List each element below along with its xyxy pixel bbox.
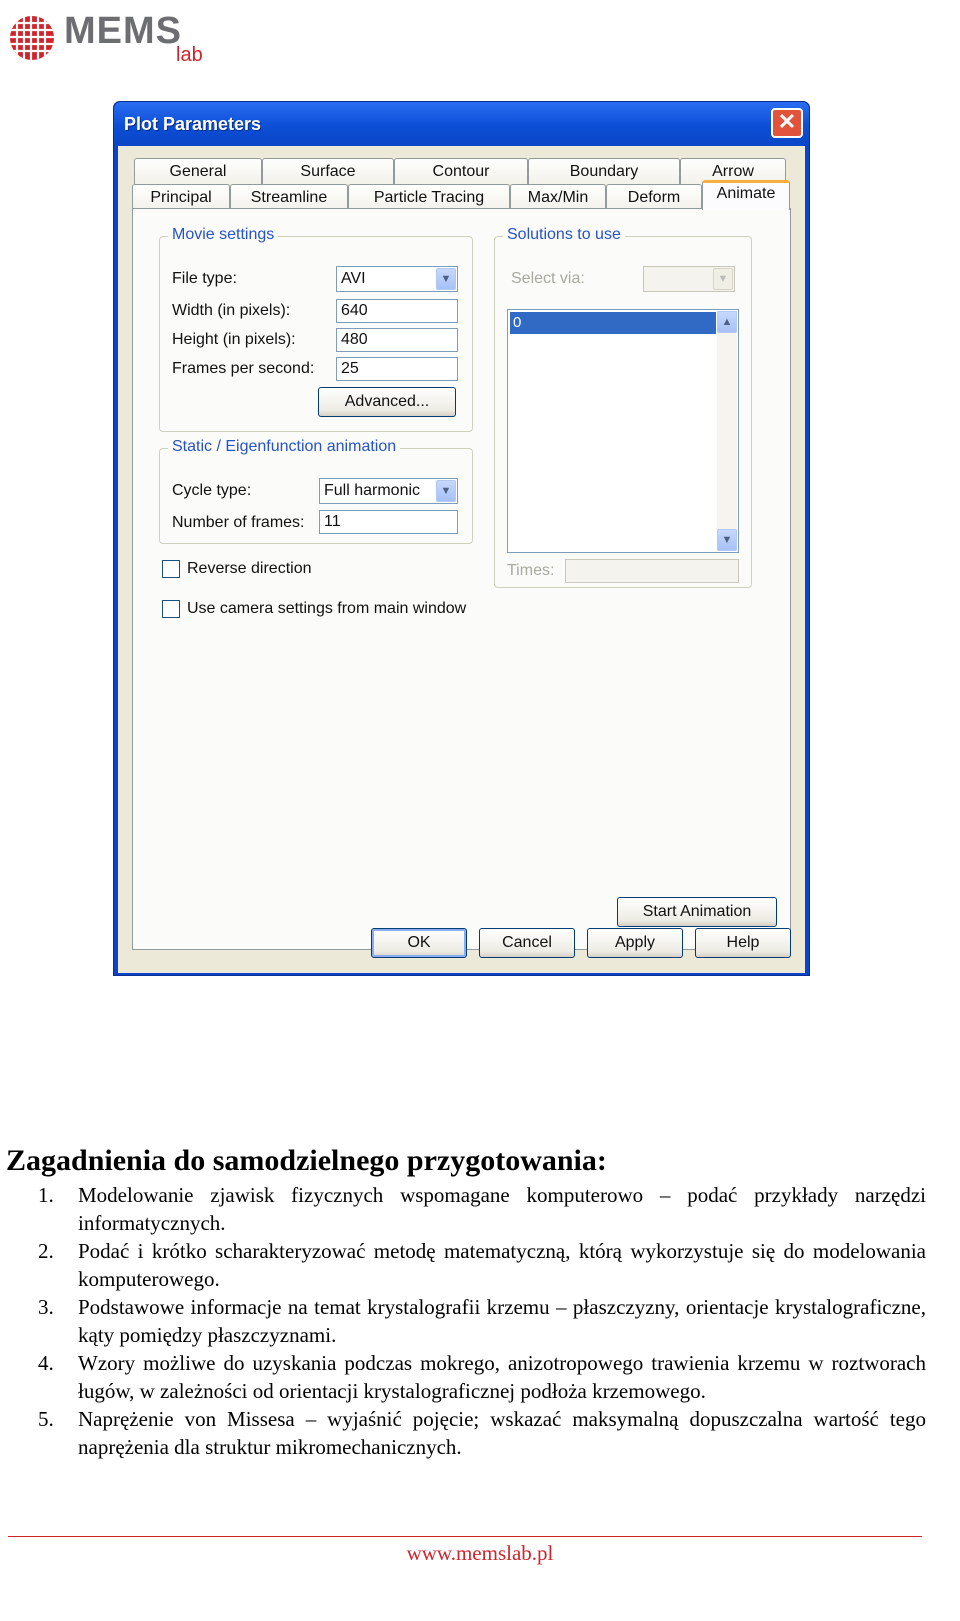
logo-subtext: lab (176, 44, 203, 66)
fps-label: Frames per second: (172, 360, 315, 377)
start-animation-button[interactable]: Start Animation (617, 897, 777, 927)
tab-animate[interactable]: Animate (702, 180, 790, 210)
list-item-number: 5. (38, 1407, 54, 1431)
select-via-select[interactable] (643, 266, 735, 292)
list-item[interactable]: 0 (510, 312, 716, 334)
list-item-number: 2. (38, 1239, 54, 1263)
times-field[interactable] (565, 559, 739, 583)
footer-divider (8, 1536, 922, 1537)
tab-arrow[interactable]: Arrow (680, 158, 786, 184)
tab-surface[interactable]: Surface (262, 158, 394, 184)
tab-boundary[interactable]: Boundary (528, 158, 680, 184)
list-item-text: Podstawowe informacje na temat krystalografii krzemu – płaszczyzny, orientacje krystalograficzne, kąty pomiędzy płaszczyznami. (78, 1295, 926, 1347)
logo-text: MEMS (64, 10, 182, 52)
grid-globe-icon (8, 14, 56, 62)
width-label: Width (in pixels): (172, 302, 291, 319)
times-label: Times: (507, 562, 555, 579)
dialog-titlebar[interactable] (114, 102, 809, 146)
fps-field[interactable]: 25 (336, 357, 458, 381)
apply-button[interactable]: Apply (587, 928, 683, 958)
tab-particle-tracing[interactable]: Particle Tracing (348, 184, 510, 210)
file-type-select[interactable] (336, 266, 458, 292)
dialog-title: Plot Parameters (124, 114, 262, 134)
dialog-client (118, 146, 805, 973)
ok-button[interactable]: OK (371, 928, 467, 958)
list-item-text: Podać i krótko scharakteryzować metodę matematyczną, którą wykorzystuje się do modelowania komputerowego. (78, 1239, 926, 1291)
tab-max-min[interactable]: Max/Min (510, 184, 606, 210)
solutions-group (494, 226, 752, 588)
plot-parameters-dialog (113, 101, 810, 976)
chevron-down-icon: ▼ (436, 268, 456, 290)
height-field[interactable]: 480 (336, 328, 458, 352)
listbox-scrollbar[interactable] (717, 311, 737, 551)
memslab-logo (8, 8, 208, 68)
question-list (38, 1181, 926, 1461)
cancel-button[interactable]: Cancel (479, 928, 575, 958)
list-item-text: Naprężenie von Missesa – wyjaśnić pojęcie; wskazać maksymalną dopuszczalna wartość tego naprężenia dla struktur mikromechanicznych. (78, 1407, 926, 1459)
list-item (38, 1405, 926, 1461)
list-item (38, 1237, 926, 1293)
file-type-value: AVI (341, 270, 366, 287)
list-item-text: Modelowanie zjawisk fizycznych wspomagane komputerowo – podać przykłady narzędzi informatycznych. (78, 1183, 926, 1235)
frames-field[interactable]: 11 (319, 510, 458, 534)
solutions-title: Solutions to use (503, 226, 625, 244)
cycle-type-label: Cycle type: (172, 482, 252, 499)
scroll-up-icon[interactable]: ▲ (717, 311, 737, 333)
frames-label: Number of frames: (172, 514, 305, 531)
section-heading: Zagadnienia do samodzielnego przygotowania: (6, 1144, 607, 1177)
reverse-direction-checkbox[interactable] (162, 560, 180, 578)
footer-url[interactable]: www.memslab.pl (406, 1541, 554, 1565)
static-animation-title: Static / Eigenfunction animation (168, 438, 400, 456)
movie-settings-title: Movie settings (168, 226, 278, 244)
height-label: Height (in pixels): (172, 331, 296, 348)
tab-streamline[interactable]: Streamline (230, 184, 348, 210)
list-item-text: Wzory możliwe do uzyskania podczas mokrego, anizotropowego trawienia krzemu w roztworach ługów, w zależności od orientacji krystalograficznej podłoża krzemowego. (78, 1351, 926, 1403)
list-item-number: 1. (38, 1183, 54, 1207)
reverse-direction-label: Reverse direction (187, 560, 312, 577)
tab-deform[interactable]: Deform (606, 184, 702, 210)
list-item (38, 1181, 926, 1237)
static-animation-group (159, 438, 473, 544)
select-via-label: Select via: (511, 270, 585, 287)
camera-settings-label: Use camera settings from main window (187, 600, 467, 617)
close-icon: ✕ (777, 109, 797, 134)
cycle-type-value: Full harmonic (324, 482, 421, 499)
tab-contour[interactable]: Contour (394, 158, 528, 184)
camera-settings-checkbox[interactable] (162, 600, 180, 618)
list-item-number: 3. (38, 1295, 54, 1319)
animate-tab-panel (132, 208, 791, 950)
tab-general[interactable]: General (134, 158, 262, 184)
close-button[interactable] (771, 108, 803, 138)
solutions-listbox[interactable] (507, 309, 739, 553)
scroll-down-icon[interactable]: ▼ (717, 529, 737, 551)
list-item-number: 4. (38, 1351, 54, 1375)
width-field[interactable]: 640 (336, 299, 458, 323)
tab-principal[interactable]: Principal (132, 184, 230, 210)
chevron-down-icon: ▼ (713, 268, 733, 290)
movie-settings-group (159, 226, 473, 432)
list-item (38, 1349, 926, 1405)
cycle-type-select[interactable] (319, 478, 458, 504)
file-type-label: File type: (172, 270, 237, 287)
chevron-down-icon: ▼ (436, 480, 456, 502)
help-button[interactable]: Help (695, 928, 791, 958)
list-item (38, 1293, 926, 1349)
advanced-button[interactable]: Advanced... (318, 387, 456, 417)
